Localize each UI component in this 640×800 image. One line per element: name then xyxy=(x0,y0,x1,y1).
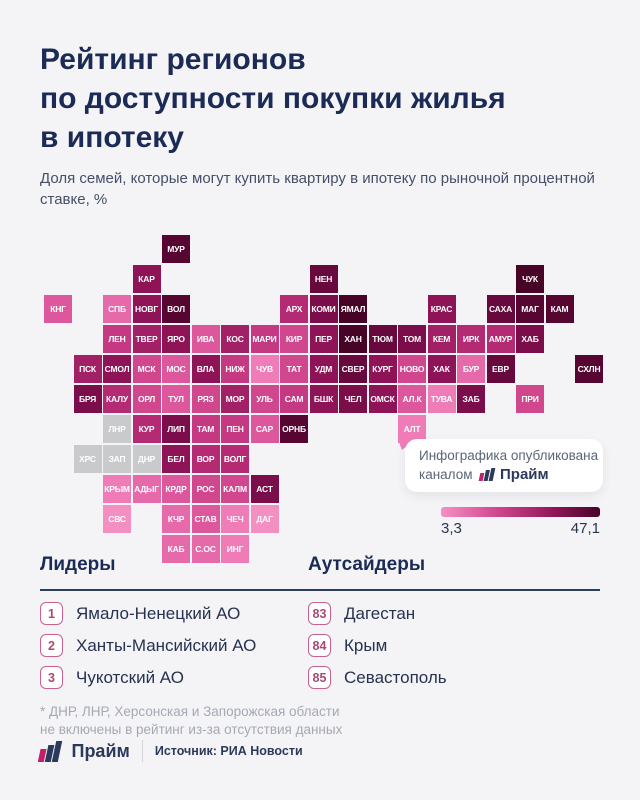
region-tile-РОС: РОС xyxy=(192,475,220,503)
rank-badge: 84 xyxy=(308,634,331,657)
outsider-item-2 xyxy=(308,634,387,657)
outsider-item-1 xyxy=(308,602,415,625)
region-tile-ЛИП: ЛИП xyxy=(162,415,190,443)
region-tile-МАРИ: МАРИ xyxy=(251,325,279,353)
region-tile-СПБ: СПБ xyxy=(103,295,131,323)
region-tile-МАГ: МАГ xyxy=(516,295,544,323)
region-tile-СВС: СВС xyxy=(103,505,131,533)
region-tile-МУР: МУР xyxy=(162,235,190,263)
region-tile-ЛНР: ЛНР xyxy=(103,415,131,443)
region-tile-ХАБ: ХАБ xyxy=(516,325,544,353)
region-tile-АДЫГ: АДЫГ xyxy=(133,475,161,503)
prime-logo-icon xyxy=(478,468,494,481)
region-tile-ХАН: ХАН xyxy=(339,325,367,353)
region-tile-КРАС: КРАС xyxy=(428,295,456,323)
leader-item-3 xyxy=(40,666,184,689)
region-tile-ЧУВ: ЧУВ xyxy=(251,355,279,383)
region-tile-КНГ: КНГ xyxy=(44,295,72,323)
region-tile-ИВА: ИВА xyxy=(192,325,220,353)
leaders-heading: Лидеры xyxy=(40,554,116,575)
region-tile-ПЕР: ПЕР xyxy=(310,325,338,353)
region-tile-САХА: САХА xyxy=(487,295,515,323)
region-tile-ИНГ: ИНГ xyxy=(221,535,249,563)
region-tile-БРЯ: БРЯ xyxy=(74,385,102,413)
rank-badge: 83 xyxy=(308,602,331,625)
region-tile-ВОЛГ: ВОЛГ xyxy=(221,445,249,473)
outsiders-heading: Аутсайдеры xyxy=(308,554,426,575)
region-tile-МОС: МОС xyxy=(162,355,190,383)
scale-max-value: 47,1 xyxy=(570,520,600,537)
footer-divider xyxy=(142,740,143,762)
footnote xyxy=(40,703,342,739)
region-tile-ТУВА: ТУВА xyxy=(428,385,456,413)
region-tile-КАР: КАР xyxy=(133,265,161,293)
title-line-1: Рейтинг регионов xyxy=(40,43,306,76)
region-tile-КАЛМ: КАЛМ xyxy=(221,475,249,503)
region-tile-КЧР: КЧР xyxy=(162,505,190,533)
region-tile-ЧЕЛ: ЧЕЛ xyxy=(339,385,367,413)
region-tile-ПЕН: ПЕН xyxy=(221,415,249,443)
region-tile-КОС: КОС xyxy=(221,325,249,353)
region-tile-ОМСК: ОМСК xyxy=(369,385,397,413)
region-tile-ПСК: ПСК xyxy=(74,355,102,383)
region-tile-КРДР: КРДР xyxy=(162,475,190,503)
color-scale-gradient xyxy=(441,507,600,517)
region-tile-АЛТ: АЛТ xyxy=(398,415,426,443)
region-tile-ЯМАЛ: ЯМАЛ xyxy=(339,295,367,323)
region-tile-КУР: КУР xyxy=(133,415,161,443)
region-tile-АРХ: АРХ xyxy=(280,295,308,323)
region-tile-ХРС: ХРС xyxy=(74,445,102,473)
region-tile-АЛ.К: АЛ.К xyxy=(398,385,426,413)
region-tile-С.ОС: С.ОС xyxy=(192,535,220,563)
region-tile-ОРНБ: ОРНБ xyxy=(280,415,308,443)
region-tile-ДАГ: ДАГ xyxy=(251,505,279,533)
region-tile-КОМИ: КОМИ xyxy=(310,295,338,323)
region-tile-УДМ: УДМ xyxy=(310,355,338,383)
region-tile-КУРГ: КУРГ xyxy=(369,355,397,383)
region-tile-СВЕР: СВЕР xyxy=(339,355,367,383)
region-tile-СТАВ: СТАВ xyxy=(192,505,220,533)
footnote-line-1: * ДНР, ЛНР, Херсонская и Запорожская области xyxy=(40,704,340,719)
rank-badge: 3 xyxy=(40,666,63,689)
region-tile-УЛЬ: УЛЬ xyxy=(251,385,279,413)
leader-item-2 xyxy=(40,634,256,657)
region-name: Чукотский АО xyxy=(76,667,184,687)
region-tile-НОВО: НОВО xyxy=(398,355,426,383)
region-tile-ЧУК: ЧУК xyxy=(516,265,544,293)
region-tile-НИЖ: НИЖ xyxy=(221,355,249,383)
section-divider xyxy=(40,589,600,591)
region-tile-КИР: КИР xyxy=(280,325,308,353)
region-name: Крым xyxy=(344,635,388,655)
rank-badge: 1 xyxy=(40,602,63,625)
page-subtitle: Доля семей, которые могут купить квартиру в ипотеку по рыночной процентной ставке, % xyxy=(40,170,595,208)
region-tile-ЛЕН: ЛЕН xyxy=(103,325,131,353)
prime-brand-name: Прайм xyxy=(71,740,130,761)
region-tile-БЕЛ: БЕЛ xyxy=(162,445,190,473)
region-tile-КЕМ: КЕМ xyxy=(428,325,456,353)
region-tile-САМ: САМ xyxy=(280,385,308,413)
region-tile-БУР: БУР xyxy=(457,355,485,383)
title-line-3: в ипотеку xyxy=(40,121,184,154)
leader-item-1 xyxy=(40,602,240,625)
region-tile-НОВГ: НОВГ xyxy=(133,295,161,323)
prime-brand-name: Прайм xyxy=(500,466,549,483)
rank-badge: 85 xyxy=(308,666,331,689)
region-name: Севастополь xyxy=(344,667,447,687)
region-tile-СМОЛ: СМОЛ xyxy=(103,355,131,383)
region-tile-АСТ: АСТ xyxy=(251,475,279,503)
region-tile-МОР: МОР xyxy=(221,385,249,413)
region-tile-МСК: МСК xyxy=(133,355,161,383)
region-tile-ЗАП: ЗАП xyxy=(103,445,131,473)
scale-min-value: 3,3 xyxy=(441,520,462,537)
tooltip-line-1: Инфографика опубликована xyxy=(419,448,599,463)
region-tile-ЕВР: ЕВР xyxy=(487,355,515,383)
outsider-item-3 xyxy=(308,666,447,689)
region-tile-ЗАБ: ЗАБ xyxy=(457,385,485,413)
region-tile-ЯРО: ЯРО xyxy=(162,325,190,353)
region-tile-БШК: БШК xyxy=(310,385,338,413)
region-tile-АМУР: АМУР xyxy=(487,325,515,353)
region-tile-ЧЕЧ: ЧЕЧ xyxy=(221,505,249,533)
region-tile-ТЮМ: ТЮМ xyxy=(369,325,397,353)
region-tile-ПРИ: ПРИ xyxy=(516,385,544,413)
region-tile-ТУЛ: ТУЛ xyxy=(162,385,190,413)
region-tile-ВОР: ВОР xyxy=(192,445,220,473)
region-tile-ТОМ: ТОМ xyxy=(398,325,426,353)
region-tile-ИРК: ИРК xyxy=(457,325,485,353)
region-tile-ДНР: ДНР xyxy=(133,445,161,473)
rank-badge: 2 xyxy=(40,634,63,657)
region-name: Дагестан xyxy=(344,603,416,623)
region-tile-ВОЛ: ВОЛ xyxy=(162,295,190,323)
title-line-2: по доступности покупки жилья xyxy=(40,82,506,115)
region-tile-ТВЕР: ТВЕР xyxy=(133,325,161,353)
region-tile-КАЛУ: КАЛУ xyxy=(103,385,131,413)
region-tile-ТАМ: ТАМ xyxy=(192,415,220,443)
region-tile-САР: САР xyxy=(251,415,279,443)
region-tile-РЯЗ: РЯЗ xyxy=(192,385,220,413)
footnote-line-2: не включены в рейтинг из-за отсутствия данных xyxy=(40,722,343,737)
footer xyxy=(40,740,303,762)
region-tile-ТАТ: ТАТ xyxy=(280,355,308,383)
region-name: Ямало-Ненецкий АО xyxy=(76,603,241,623)
region-tile-КАМ: КАМ xyxy=(546,295,574,323)
region-tile-ВЛА: ВЛА xyxy=(192,355,220,383)
prime-logo-icon xyxy=(38,741,62,762)
tooltip-line-2 xyxy=(419,466,603,483)
publisher-tooltip xyxy=(405,439,603,492)
region-tile-ОРЛ: ОРЛ xyxy=(133,385,161,413)
region-name: Ханты-Мансийский АО xyxy=(76,635,257,655)
region-tile-СХЛН: СХЛН xyxy=(575,355,603,383)
region-tile-КРЫМ: КРЫМ xyxy=(103,475,131,503)
tooltip-line-2-text: каналом xyxy=(419,467,473,482)
region-tile-ХАК: ХАК xyxy=(428,355,456,383)
source-credit: Источник: РИА Новости xyxy=(154,744,303,758)
region-tile-КАБ: КАБ xyxy=(162,535,190,563)
region-tile-НЕН: НЕН xyxy=(310,265,338,293)
